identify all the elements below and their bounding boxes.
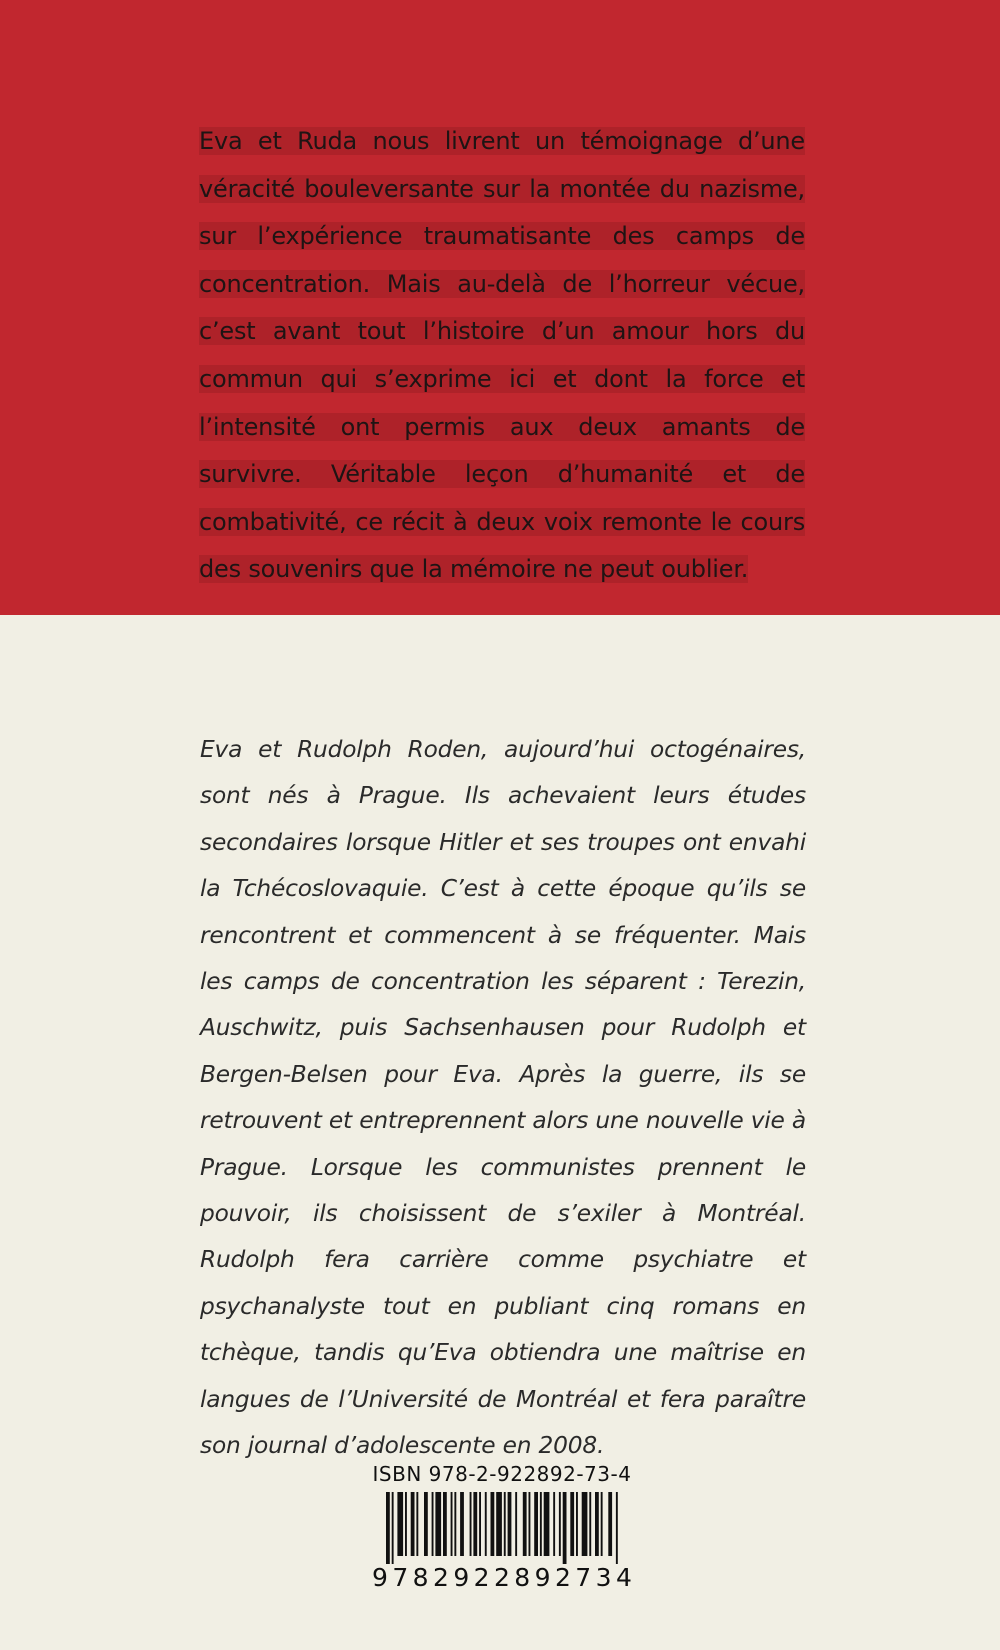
isbn-label: ISBN 978-2-922892-73-4 <box>372 1462 632 1486</box>
barcode-digit: 2 <box>493 1563 510 1592</box>
barcode-bar <box>608 1492 612 1556</box>
barcode-bar <box>544 1492 550 1556</box>
barcode-digit: 2 <box>554 1563 571 1592</box>
barcode-bar <box>491 1492 495 1556</box>
barcode-bar <box>470 1492 472 1556</box>
barcode-bar <box>570 1492 574 1556</box>
barcode-bar <box>576 1492 578 1556</box>
barcode-bar <box>595 1492 599 1556</box>
barcode-bar <box>616 1492 618 1564</box>
barcode-bar <box>432 1492 434 1556</box>
barcode-bar <box>454 1492 456 1556</box>
barcode-bar <box>504 1492 506 1556</box>
barcode-bar <box>443 1492 447 1556</box>
barcode-bar <box>563 1492 567 1564</box>
barcode-digit: 9 <box>453 1563 470 1592</box>
barcode-bar <box>392 1492 394 1564</box>
barcode-bar <box>451 1492 453 1556</box>
barcode-bar <box>386 1492 390 1564</box>
barcode-bars <box>372 1492 632 1564</box>
barcode-bar <box>523 1492 527 1556</box>
back-cover-blurb <box>199 118 805 594</box>
barcode-bar <box>529 1492 531 1556</box>
barcode-bar <box>601 1492 603 1556</box>
barcode-bar <box>405 1492 407 1556</box>
author-biography: Eva et Rudolph Roden, aujourd’hui octogénaires, sont nés à Prague. Ils achevaient leurs études secondaires lorsque Hitler et ses troupes ont envahi la Tchécoslovaquie. C’est à cette époque qu’ils se rencontrent et commencent à se fréquenter. Mais les camps de concentration les séparent : Terezin, Auschwitz, puis Sachsenhausen pour Rudolph et Bergen-Belsen pour Eva. Après la guerre, ils se retrouvent et entreprennent alors une nouvelle vie à Prague. Lorsque les communistes prennent le pouvoir, ils choisissent de s’exiler à Montréal. Rudolph fera carrière comme psychiatre et psychanalyste tout en publiant cinq romans en tchèque, tandis qu’Eva obtiendra une maîtrise en langues de l’Université de Montréal et fera paraître son journal d’adolescente en 2008. <box>200 736 806 1460</box>
barcode-digit: 7 <box>575 1563 592 1592</box>
barcode-bar <box>473 1492 477 1556</box>
barcode-bar <box>515 1492 517 1556</box>
barcode-digit: 8 <box>412 1563 429 1592</box>
barcode-bar <box>460 1492 464 1556</box>
isbn-barcode-block <box>372 1462 632 1602</box>
barcode-bar <box>553 1492 555 1556</box>
barcode-bar <box>496 1492 502 1556</box>
barcode-bar <box>540 1492 542 1556</box>
barcode-bar <box>559 1492 561 1556</box>
barcode-digit: 9 <box>534 1563 551 1592</box>
barcode-digits <box>372 1563 632 1592</box>
barcode-bar <box>397 1492 403 1556</box>
barcode-bar <box>582 1492 588 1556</box>
barcode-digit: 2 <box>473 1563 490 1592</box>
barcode-digit: 8 <box>514 1563 531 1592</box>
barcode-bar <box>416 1492 418 1556</box>
barcode-digit: 3 <box>595 1563 612 1592</box>
barcode-bar <box>508 1492 512 1556</box>
barcode-bar <box>479 1492 481 1556</box>
barcode-bar <box>424 1492 428 1556</box>
barcode-bar <box>589 1492 591 1556</box>
barcode-digit: 7 <box>392 1563 409 1592</box>
barcode-digit: 4 <box>615 1563 632 1592</box>
top-color-panel <box>0 0 1000 615</box>
barcode-bar <box>534 1492 538 1556</box>
barcode-digit: 9 <box>372 1563 388 1592</box>
barcode-bar <box>435 1492 441 1556</box>
barcode-bar <box>411 1492 415 1556</box>
barcode-bar <box>485 1492 487 1556</box>
barcode-digit: 2 <box>432 1563 449 1592</box>
blurb-text: Eva et Ruda nous livrent un témoignage d’une véracité bouleversante sur la montée du nazisme, sur l’expérience traumatisante des camps de concentration. Mais au-delà de l’horreur vécue, c’est avant tout l’histoire d’un amour hors du commun qui s’exprime ici et dont la force et l’intensité ont permis aux deux amants de survivre. Véritable leçon d’humanité et de combativité, ce récit à deux voix remonte le cours des souvenirs que la mémoire ne peut oublier. <box>199 127 805 584</box>
